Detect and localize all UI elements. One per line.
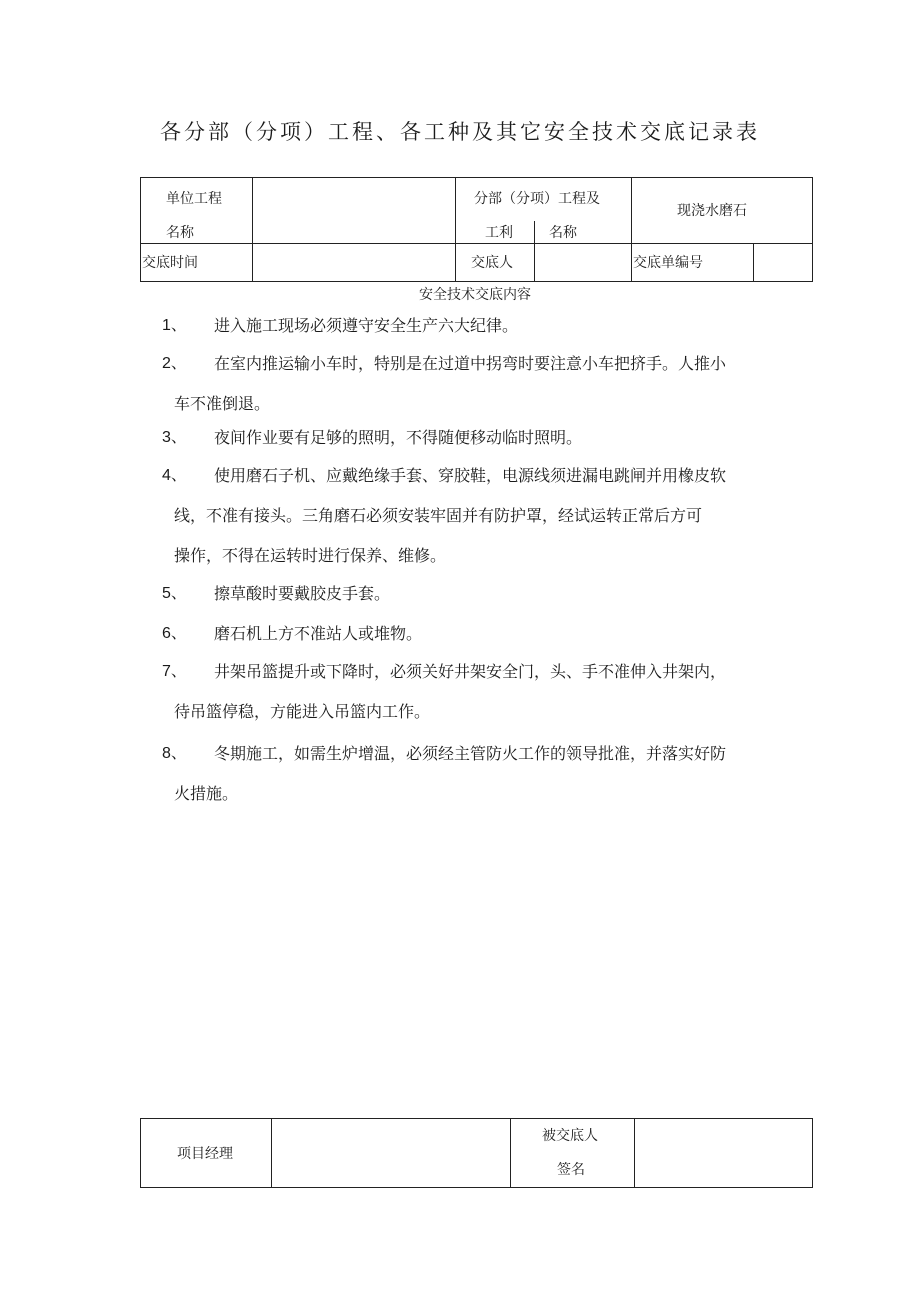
subproject-value: 现浇水磨石 bbox=[677, 203, 747, 219]
discloser-label: 交底人 bbox=[471, 255, 513, 271]
item-5 bbox=[162, 574, 822, 614]
item-text-line: 冬期施工，如需生炉增温，必须经主管防火工作的领导批准，并落实好防 bbox=[214, 744, 727, 763]
item-text-line: 在室内推运输小车时，特别是在过道中拐弯时要注意小车把挤手。人推小 bbox=[214, 354, 727, 373]
project-manager-label: 项目经理 bbox=[177, 1146, 233, 1162]
item-text-line: 磨石机上方不准站人或堆物。 bbox=[214, 624, 423, 643]
table-divider-2 bbox=[455, 177, 456, 282]
item-text-line: 夜间作业要有足够的照明，不得随便移动临时照明。 bbox=[214, 428, 583, 447]
number-label: 交底单编号 bbox=[633, 255, 703, 271]
item-text-line: 擦草酸时要戴胶皮手套。 bbox=[214, 584, 391, 603]
table-divider-1 bbox=[252, 177, 253, 282]
item-text-line: 线，不准有接头。三角磨石必须安装牢固并有防护罩，经试运转正常后方可 bbox=[174, 506, 703, 525]
subproject-label-line1: 分部（分项）工程及 bbox=[474, 191, 600, 207]
content-title: 安全技术交底内容 bbox=[419, 287, 531, 303]
footer-divider-3 bbox=[634, 1118, 635, 1188]
table-border-right bbox=[812, 177, 813, 282]
signer-label-line1: 被交底人 bbox=[542, 1128, 598, 1144]
footer-border-left bbox=[140, 1118, 141, 1188]
item-6 bbox=[162, 614, 822, 654]
table-divider-3 bbox=[534, 221, 535, 282]
item-7 bbox=[162, 652, 822, 732]
table-border-bottom bbox=[140, 281, 813, 282]
item-4 bbox=[162, 456, 822, 576]
item-text-line: 进入施工现场必须遵守安全生产六大纪律。 bbox=[214, 316, 519, 335]
item-2 bbox=[162, 344, 822, 424]
item-number: 4、 bbox=[162, 467, 187, 484]
item-number: 7、 bbox=[162, 663, 187, 680]
subproject-label-line2a: 工利 bbox=[485, 225, 513, 241]
footer-divider-1 bbox=[271, 1118, 272, 1188]
item-text-line: 火措施。 bbox=[174, 784, 239, 803]
item-1 bbox=[162, 306, 822, 346]
item-number: 6、 bbox=[162, 625, 187, 642]
item-text-line: 井架吊篮提升或下降时，必须关好井架安全门，头、手不准伸入井架内， bbox=[214, 662, 727, 681]
signer-label-line2: 签名 bbox=[557, 1162, 585, 1178]
item-number: 2、 bbox=[162, 355, 187, 372]
item-number: 8、 bbox=[162, 745, 187, 762]
item-text-line: 使用磨石子机、应戴绝缘手套、穿胶鞋，电源线须进漏电跳闸并用橡皮软 bbox=[214, 466, 727, 485]
table-border-mid bbox=[140, 243, 813, 244]
table-divider-5 bbox=[753, 243, 754, 282]
table-border-left bbox=[140, 177, 141, 282]
page-title: 各分部（分项）工程、各工种及其它安全技术交底记录表 bbox=[160, 120, 760, 144]
footer-border-top bbox=[140, 1118, 813, 1119]
unit-project-label-line2: 名称 bbox=[166, 225, 194, 241]
item-text-line: 车不准倒退。 bbox=[174, 394, 271, 413]
item-number: 5、 bbox=[162, 585, 187, 602]
item-8 bbox=[162, 734, 822, 814]
footer-border-right bbox=[812, 1118, 813, 1188]
table-divider-4 bbox=[631, 177, 632, 282]
footer-divider-2 bbox=[510, 1118, 511, 1188]
table-border-top bbox=[140, 177, 813, 178]
item-text-line: 待吊篮停稳，方能进入吊篮内工作。 bbox=[174, 702, 431, 721]
time-label: 交底时间 bbox=[142, 255, 198, 271]
item-number: 3、 bbox=[162, 429, 187, 446]
footer-border-bottom bbox=[140, 1187, 813, 1188]
item-text-line: 操作，不得在运转时进行保养、维修。 bbox=[174, 546, 447, 565]
item-number: 1、 bbox=[162, 317, 187, 334]
item-3 bbox=[162, 418, 822, 458]
subproject-label-line2b: 名称 bbox=[549, 225, 577, 241]
unit-project-label-line1: 单位工程 bbox=[166, 191, 222, 207]
